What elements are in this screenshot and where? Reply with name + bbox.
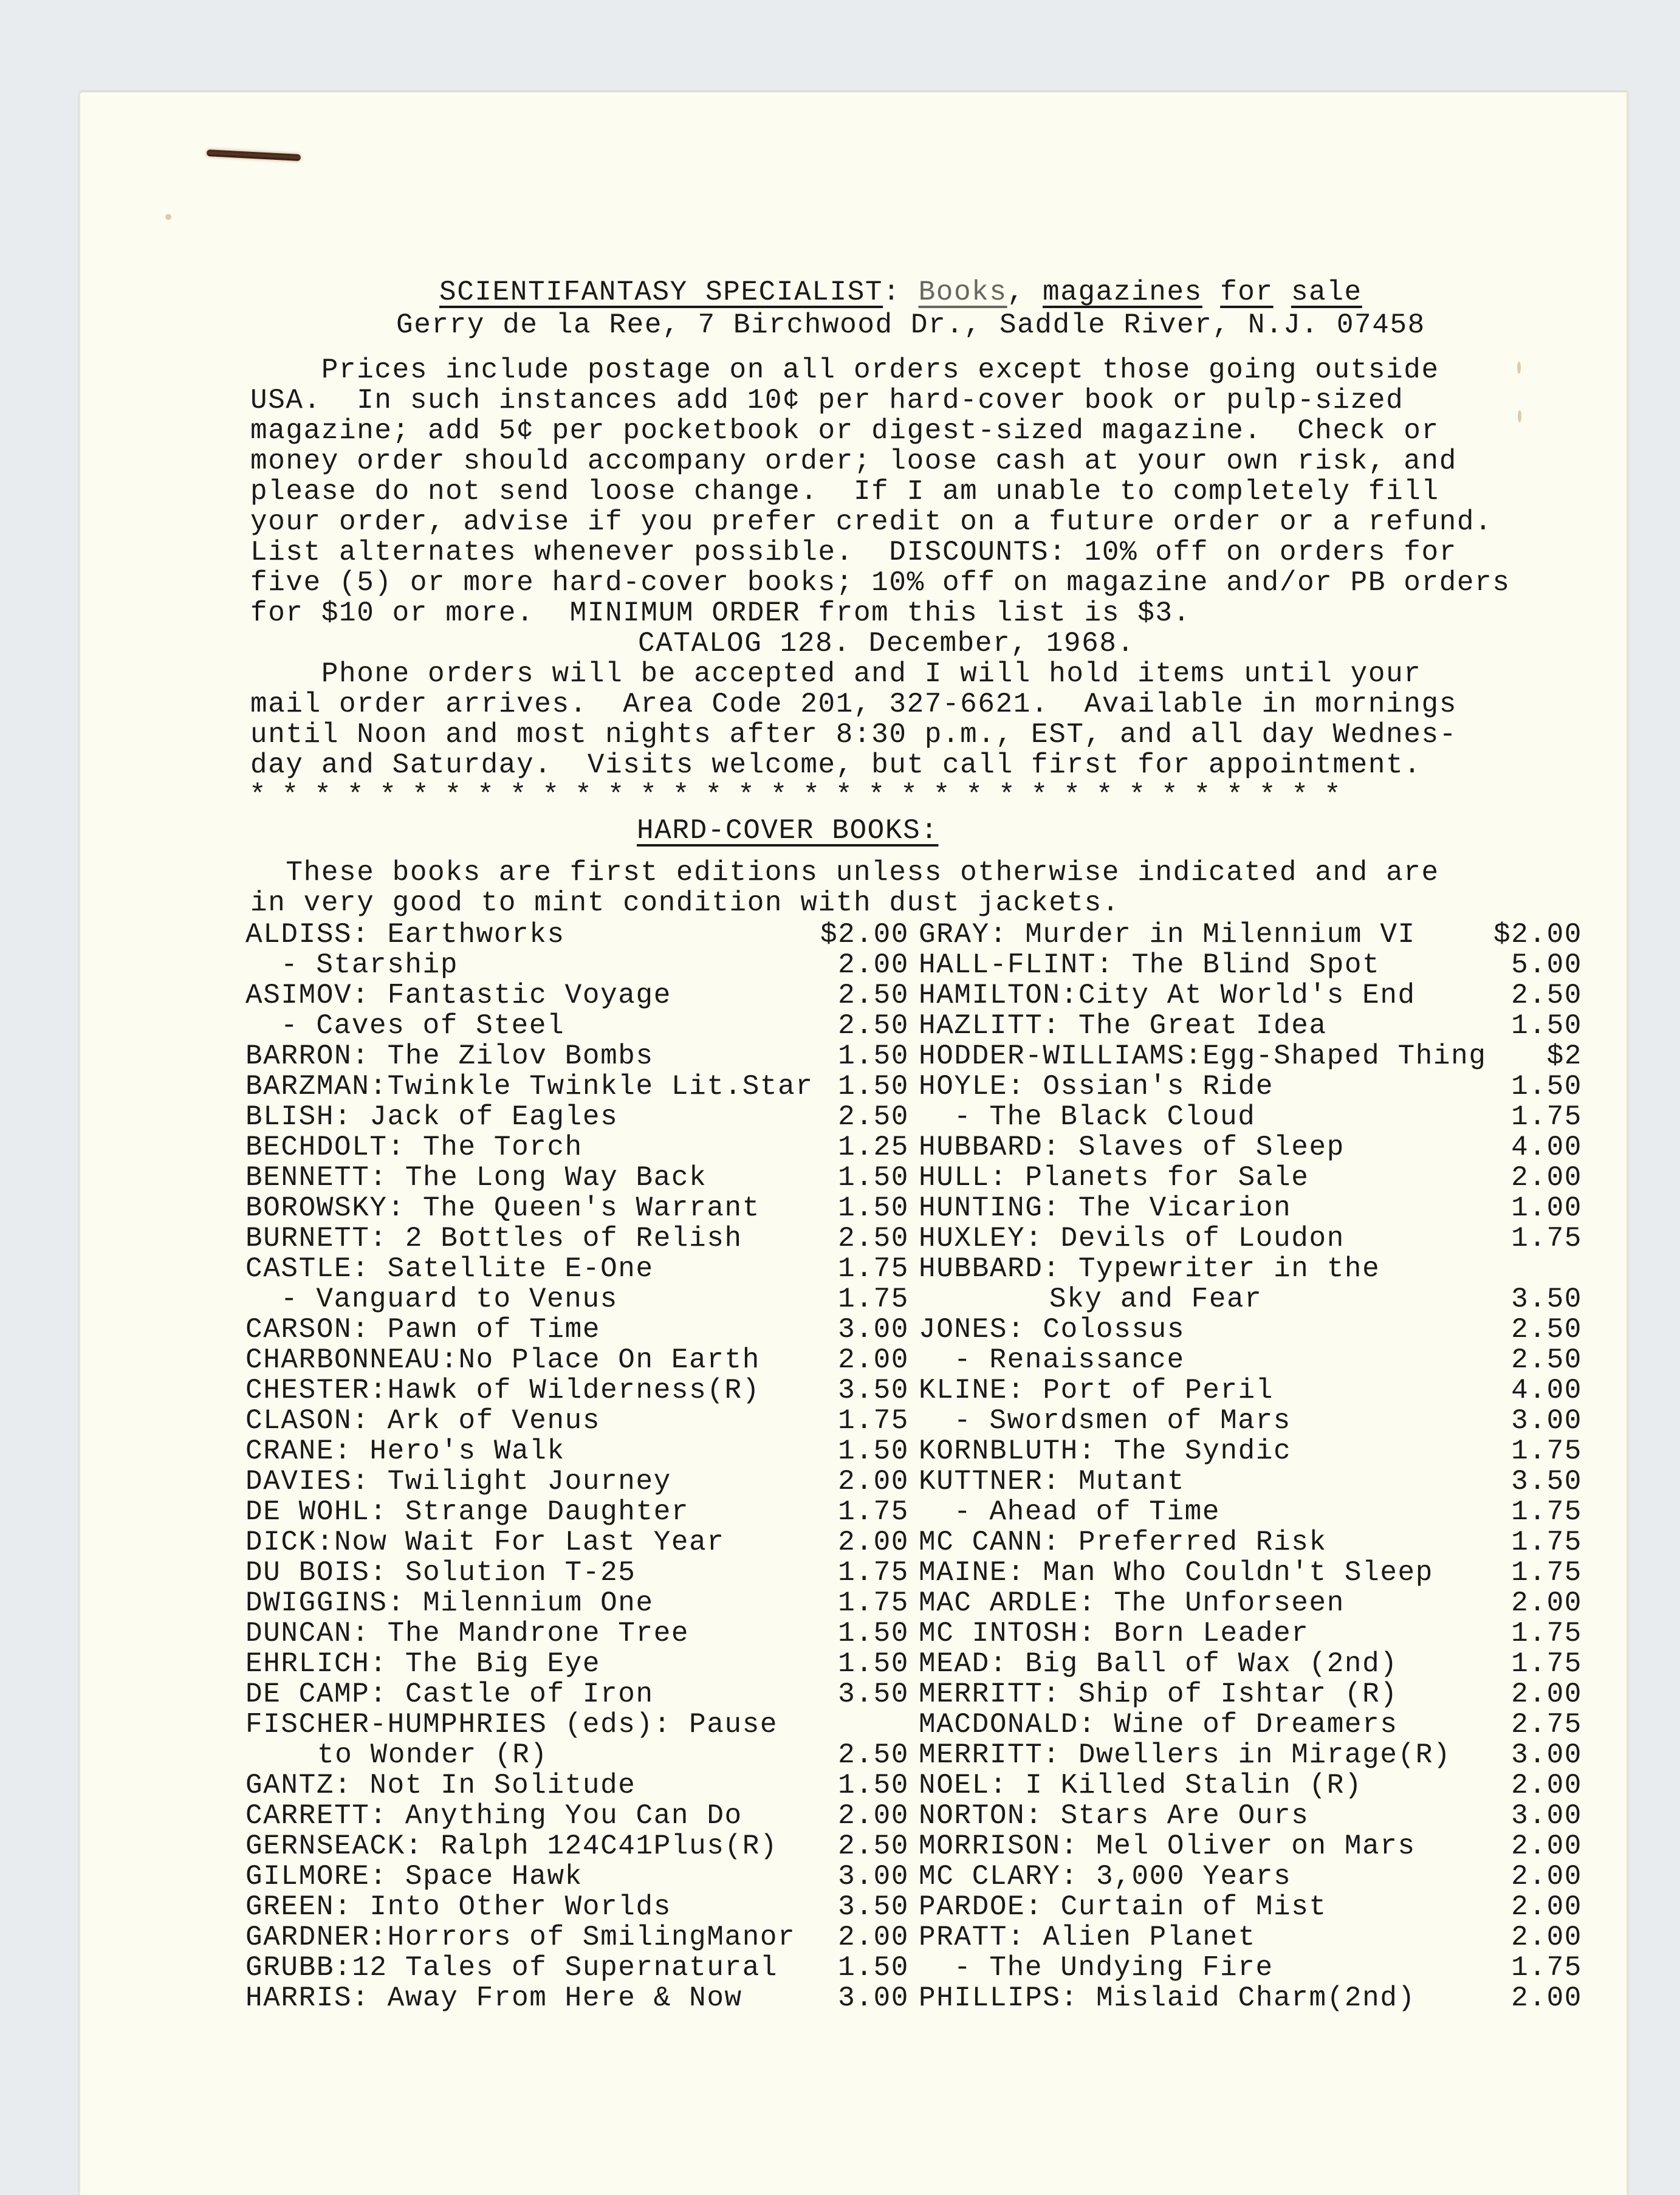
book-listing — [245, 1345, 909, 1375]
book-title: BOROWSKY: The Queen's Warrant — [245, 1192, 760, 1224]
book-listing — [919, 1588, 1582, 1618]
book-listing — [919, 1071, 1582, 1102]
book-title: KLINE: Port of Peril — [919, 1375, 1274, 1406]
book-title: MORRISON: Mel Oliver on Mars — [919, 1830, 1416, 1862]
book-title: MERRITT: Dwellers in Mirage(R) — [919, 1739, 1452, 1771]
book-list-left — [245, 919, 909, 2013]
book-listing — [245, 1649, 909, 1679]
rust-stain — [165, 214, 171, 220]
book-price: 1.75 — [1511, 1557, 1582, 1589]
book-title: HARRIS: Away From Here & Now — [245, 1982, 742, 2014]
book-price: 1.50 — [838, 1192, 909, 1224]
phone-line: mail order arrives. Area Code 201, 327-6621. Available in mornings — [250, 689, 1457, 720]
book-price: 2.00 — [838, 1466, 909, 1497]
book-title: - The Undying Fire — [954, 1952, 1274, 1984]
book-price: 1.50 — [838, 1040, 909, 1072]
book-title: CHESTER:Hawk of Wilderness(R) — [245, 1375, 760, 1406]
book-listing — [919, 1922, 1582, 1953]
book-title: DU BOIS: Solution T-25 — [245, 1557, 636, 1589]
book-title: ASIMOV: Fantastic Voyage — [245, 980, 671, 1011]
book-listing — [245, 1223, 909, 1254]
book-price: 5.00 — [1511, 949, 1582, 981]
book-listing — [245, 1618, 909, 1649]
book-price: 2.50 — [1511, 980, 1582, 1011]
book-title: ALDISS: Earthworks — [245, 919, 565, 950]
book-title: Sky and Fear — [1049, 1283, 1263, 1315]
title-books: Books — [918, 277, 1007, 308]
book-title: GANTZ: Not In Solitude — [245, 1770, 636, 1801]
book-price: 2.00 — [838, 1527, 909, 1558]
book-title: HOYLE: Ossian's Ride — [919, 1071, 1274, 1102]
book-title: CRANE: Hero's Walk — [245, 1435, 565, 1467]
book-price: 1.75 — [1511, 1648, 1582, 1680]
title-sale: sale — [1291, 277, 1362, 308]
book-price: 3.50 — [1511, 1466, 1582, 1497]
book-title: BECHDOLT: The Torch — [245, 1132, 583, 1163]
book-price: 2.50 — [838, 1101, 909, 1133]
book-price: 2.50 — [838, 1830, 909, 1862]
book-title: JONES: Colossus — [919, 1314, 1185, 1345]
book-price: 1.50 — [838, 1618, 909, 1649]
book-listing — [919, 1314, 1582, 1345]
book-price: 1.50 — [838, 1162, 909, 1194]
book-price: 2.50 — [838, 1010, 909, 1042]
book-price: 2.00 — [1511, 1982, 1582, 2014]
book-price: 1.50 — [838, 1071, 909, 1102]
catalog-date-line: CATALOG 128. December, 1968. — [638, 628, 1135, 659]
book-title: DAVIES: Twilight Journey — [245, 1466, 671, 1497]
book-price: 1.75 — [1511, 1618, 1582, 1649]
book-listing — [919, 950, 1582, 980]
book-listing — [919, 1618, 1582, 1649]
book-title: MC INTOSH: Born Leader — [919, 1618, 1309, 1649]
title-comma: , — [1007, 277, 1025, 308]
book-price: 1.50 — [1511, 1010, 1582, 1042]
book-title: HUBBARD: Typewriter in the — [919, 1253, 1380, 1285]
book-price: 2.75 — [1511, 1709, 1582, 1740]
phone-line: day and Saturday. Visits welcome, but call first for appointment. — [250, 749, 1422, 781]
book-listing — [245, 1831, 909, 1861]
book-price: 2.50 — [838, 980, 909, 1011]
intro-line: List alternates whenever possible. DISCOUNTS: 10% off on orders for — [250, 537, 1457, 568]
catalog-title — [439, 277, 1362, 307]
book-listing — [245, 1922, 909, 1953]
book-title: BARRON: The Zilov Bombs — [245, 1040, 654, 1072]
book-listing — [919, 1132, 1582, 1163]
book-listing — [919, 1892, 1582, 1922]
book-title: CHARBONNEAU:No Place On Earth — [245, 1344, 760, 1376]
book-title: GARDNER:Horrors of SmilingManor — [245, 1922, 796, 1953]
book-price: 2.00 — [1511, 1587, 1582, 1619]
book-title: GRAY: Murder in Milennium VI — [919, 919, 1416, 950]
book-listing — [245, 1953, 909, 1983]
book-listing — [919, 1436, 1582, 1466]
title-magazines: magazines — [1043, 277, 1202, 308]
book-price: 1.75 — [1511, 1496, 1582, 1528]
book-title: MEAD: Big Ball of Wax (2nd) — [919, 1648, 1398, 1680]
book-listing — [245, 980, 909, 1011]
book-title: MC CANN: Preferred Risk — [919, 1527, 1327, 1558]
intro-line: USA. In such instances add 10¢ per hard-cover book or pulp-sized — [250, 385, 1404, 416]
book-price: 2.00 — [838, 1922, 909, 1953]
book-price: 2.00 — [1511, 1830, 1582, 1862]
book-price: 2.00 — [1511, 1770, 1582, 1801]
book-price: 1.75 — [838, 1496, 909, 1528]
book-listing — [245, 950, 909, 980]
book-title: MACDONALD: Wine of Dreamers — [919, 1709, 1398, 1740]
book-listing — [245, 1588, 909, 1618]
book-price: 2.00 — [1511, 1922, 1582, 1953]
book-title: DWIGGINS: Milennium One — [245, 1587, 654, 1619]
book-listing — [245, 1406, 909, 1436]
book-listing — [919, 1801, 1582, 1831]
book-price: 2.50 — [1511, 1344, 1582, 1376]
rust-stain — [1517, 362, 1521, 374]
book-listing — [919, 1709, 1582, 1740]
book-price: 1.75 — [1511, 1952, 1582, 1984]
book-listing — [919, 1193, 1582, 1223]
book-listing — [245, 1041, 909, 1071]
book-title: - Ahead of Time — [954, 1496, 1221, 1528]
book-price: 2.00 — [1511, 1861, 1582, 1892]
book-listing — [245, 1861, 909, 1892]
book-price: 3.00 — [1511, 1739, 1582, 1771]
book-listing — [919, 1466, 1582, 1497]
book-price: 3.00 — [838, 1861, 909, 1892]
book-listing — [919, 1527, 1582, 1558]
book-title: MERRITT: Ship of Ishtar (R) — [919, 1678, 1398, 1710]
phone-orders-paragraph — [250, 659, 1457, 780]
book-price: 2.00 — [838, 1800, 909, 1832]
section-title-hard-cover-books: HARD-COVER BOOKS: — [637, 815, 939, 847]
book-price: 3.00 — [1511, 1405, 1582, 1437]
rust-stain — [1518, 410, 1521, 422]
book-listing — [919, 1011, 1582, 1041]
book-listing — [245, 1314, 909, 1345]
book-title: PRATT: Alien Planet — [919, 1922, 1256, 1953]
book-listing — [919, 1223, 1582, 1254]
book-list-right — [919, 919, 1582, 2013]
book-title: CASTLE: Satellite E-One — [245, 1253, 654, 1285]
book-listing — [245, 1163, 909, 1193]
book-title: MAINE: Man Who Couldn't Sleep — [919, 1557, 1433, 1589]
book-price: 3.00 — [1511, 1800, 1582, 1832]
book-price: 2.50 — [838, 1739, 909, 1771]
book-title: DE CAMP: Castle of Iron — [245, 1678, 654, 1710]
book-listing — [245, 1983, 909, 2013]
book-listing — [245, 1466, 909, 1497]
book-title: GERNSEACK: Ralph 124C41Plus(R) — [245, 1830, 778, 1862]
section-intro-line: These books are first editions unless otherwise indicated and are — [250, 857, 1439, 888]
book-title: EHRLICH: The Big Eye — [245, 1648, 601, 1680]
book-title: - Vanguard to Venus — [281, 1283, 618, 1315]
book-listing — [919, 919, 1582, 950]
book-title: PHILLIPS: Mislaid Charm(2nd) — [919, 1982, 1416, 2014]
book-title: CLASON: Ark of Venus — [245, 1405, 601, 1437]
book-price: 1.75 — [1511, 1223, 1582, 1254]
book-title: BLISH: Jack of Eagles — [245, 1101, 619, 1133]
book-title: DE WOHL: Strange Daughter — [245, 1496, 690, 1528]
book-title: CARSON: Pawn of Time — [245, 1314, 601, 1345]
book-price: 2.00 — [1511, 1162, 1582, 1194]
intro-line: please do not send loose change. If I am unable to completely fill — [250, 476, 1439, 507]
book-price: 1.75 — [1511, 1101, 1582, 1133]
book-listing — [919, 1497, 1582, 1527]
title-for: for — [1220, 277, 1274, 308]
book-price: 4.00 — [1511, 1375, 1582, 1406]
book-price: 3.50 — [838, 1375, 909, 1406]
book-price: $2.00 — [1493, 919, 1582, 950]
intro-line: money order should accompany order; loose cash at your own risk, and — [250, 445, 1457, 477]
book-listing — [919, 1831, 1582, 1861]
book-price: 1.25 — [838, 1132, 909, 1163]
book-listing — [919, 1740, 1582, 1770]
book-listing — [919, 1861, 1582, 1892]
book-price: 1.50 — [838, 1435, 909, 1467]
book-listing — [919, 1983, 1582, 2013]
book-listing — [245, 1011, 909, 1041]
book-listing — [245, 1527, 909, 1558]
book-listing — [245, 1071, 909, 1102]
intro-line: magazine; add 5¢ per pocketbook or digest-sized magazine. Check or — [250, 415, 1439, 447]
book-listing — [245, 1436, 909, 1466]
book-listing — [245, 1892, 909, 1922]
book-price: 2.50 — [838, 1223, 909, 1254]
book-listing — [245, 1770, 909, 1801]
book-price: 3.50 — [1511, 1283, 1582, 1315]
book-title: MC CLARY: 3,000 Years — [919, 1861, 1292, 1892]
intro-line: five (5) or more hard-cover books; 10% off on magazine and/or PB orders — [250, 567, 1510, 599]
book-listing — [245, 1558, 909, 1588]
book-title: BENNETT: The Long Way Back — [245, 1162, 707, 1194]
book-price: 1.75 — [838, 1557, 909, 1589]
book-title: - Renaissance — [954, 1344, 1185, 1376]
book-listing — [919, 1163, 1582, 1193]
book-price: 1.50 — [838, 1770, 909, 1801]
book-title: HUNTING: The Vicarion — [919, 1192, 1292, 1224]
book-price: 2.00 — [1511, 1678, 1582, 1710]
book-listing — [919, 1102, 1582, 1132]
book-listing — [245, 1102, 909, 1132]
book-title: HAZLITT: The Great Idea — [919, 1010, 1327, 1042]
phone-line: Phone orders will be accepted and I will hold items until your — [250, 658, 1422, 690]
book-title: GREEN: Into Other Worlds — [245, 1891, 671, 1923]
book-price: 1.50 — [1511, 1071, 1582, 1102]
address-line: Gerry de la Ree, 7 Birchwood Dr., Saddle River, N.J. 07458 — [396, 309, 1425, 341]
book-title: FISCHER-HUMPHRIES (eds): Pause — [245, 1709, 778, 1740]
book-title: KUTTNER: Mutant — [919, 1466, 1185, 1497]
book-title: - Swordsmen of Mars — [954, 1405, 1291, 1437]
intro-paragraph — [250, 355, 1510, 628]
book-listing — [919, 1041, 1582, 1071]
section-intro-line: in very good to mint condition with dust jackets. — [250, 887, 1120, 919]
book-price: $2 — [1546, 1040, 1582, 1072]
book-title: BURNETT: 2 Bottles of Relish — [245, 1223, 742, 1254]
book-listing — [245, 1284, 909, 1314]
book-price: 1.50 — [838, 1952, 909, 1984]
book-title: CARRETT: Anything You Can Do — [245, 1800, 742, 1832]
book-title: BARZMAN:Twinkle Twinkle Lit.Star — [245, 1071, 814, 1102]
book-title: PARDOE: Curtain of Mist — [919, 1891, 1327, 1923]
book-price: 1.50 — [838, 1648, 909, 1680]
book-listing — [919, 980, 1582, 1011]
intro-line: your order, advise if you prefer credit on a future order or a refund. — [250, 506, 1493, 538]
book-title: NOEL: I Killed Stalin (R) — [919, 1770, 1363, 1801]
book-title: NORTON: Stars Are Ours — [919, 1800, 1309, 1832]
book-title: HULL: Planets for Sale — [919, 1162, 1309, 1194]
book-title: HALL-FLINT: The Blind Spot — [919, 949, 1380, 981]
book-price: 1.75 — [838, 1405, 909, 1437]
book-price: 1.00 — [1511, 1192, 1582, 1224]
book-listing — [245, 1679, 909, 1709]
book-listing — [245, 1375, 909, 1406]
asterisk-divider: * * * * * * * * * * * * * * * * * * * * * * * * * * * * * * * * * * — [249, 780, 1340, 811]
book-price: 1.75 — [838, 1253, 909, 1285]
phone-line: until Noon and most nights after 8:30 p.m., EST, and all day Wednes- — [250, 719, 1457, 751]
book-price: 1.75 — [838, 1587, 909, 1619]
book-title: HUBBARD: Slaves of Sleep — [919, 1132, 1345, 1163]
book-listing — [919, 1770, 1582, 1801]
book-title: MAC ARDLE: The Unforseen — [919, 1587, 1345, 1619]
book-title: to Wonder (R) — [317, 1739, 548, 1771]
book-price: 1.75 — [1511, 1435, 1582, 1467]
book-title: DICK:Now Wait For Last Year — [245, 1527, 725, 1558]
book-title: - Starship — [281, 949, 459, 981]
book-price: 2.00 — [838, 1344, 909, 1376]
book-listing — [919, 1254, 1582, 1284]
book-listing — [919, 1649, 1582, 1679]
book-listing — [245, 1497, 909, 1527]
book-price: 1.75 — [838, 1283, 909, 1315]
book-price: $2.00 — [820, 919, 909, 950]
book-title: KORNBLUTH: The Syndic — [919, 1435, 1292, 1467]
book-title: - Caves of Steel — [281, 1010, 565, 1042]
title-brand: SCIENTIFANTASY SPECIALIST — [439, 277, 883, 308]
book-listing — [245, 1740, 909, 1770]
intro-line: Prices include postage on all orders except those going outside — [250, 354, 1439, 386]
book-listing — [245, 1709, 909, 1740]
book-price: 3.00 — [838, 1982, 909, 2014]
book-price: 2.00 — [838, 949, 909, 981]
book-price: 1.75 — [1511, 1527, 1582, 1558]
book-title: HODDER-WILLIAMS:Egg-Shaped Thing — [919, 1040, 1487, 1072]
book-title: - The Black Cloud — [954, 1101, 1256, 1133]
book-listing — [919, 1953, 1582, 1983]
book-listing — [919, 1679, 1582, 1709]
book-title: DUNCAN: The Mandrone Tree — [245, 1618, 690, 1649]
intro-line: for $10 or more. MINIMUM ORDER from this list is $3. — [250, 597, 1191, 629]
book-listing — [245, 919, 909, 950]
book-listing — [245, 1254, 909, 1284]
book-listing — [919, 1345, 1582, 1375]
book-title: GILMORE: Space Hawk — [245, 1861, 583, 1892]
book-price: 2.00 — [1511, 1891, 1582, 1923]
book-listing — [919, 1558, 1582, 1588]
book-listing — [919, 1375, 1582, 1406]
book-listing — [919, 1284, 1582, 1314]
book-price: 3.50 — [838, 1891, 909, 1923]
book-title: GRUBB:12 Tales of Supernatural — [245, 1952, 778, 1984]
book-title: HAMILTON:City At World's End — [919, 980, 1416, 1011]
book-listing — [919, 1406, 1582, 1436]
section-intro-paragraph — [250, 857, 1439, 918]
book-listing — [245, 1193, 909, 1223]
book-price: 3.00 — [838, 1314, 909, 1345]
book-listing — [245, 1801, 909, 1831]
book-price: 2.50 — [1511, 1314, 1582, 1345]
book-price: 3.50 — [838, 1678, 909, 1710]
title-colon: : — [883, 277, 901, 308]
book-price: 4.00 — [1511, 1132, 1582, 1163]
book-listing — [245, 1132, 909, 1163]
book-title: HUXLEY: Devils of Loudon — [919, 1223, 1345, 1254]
